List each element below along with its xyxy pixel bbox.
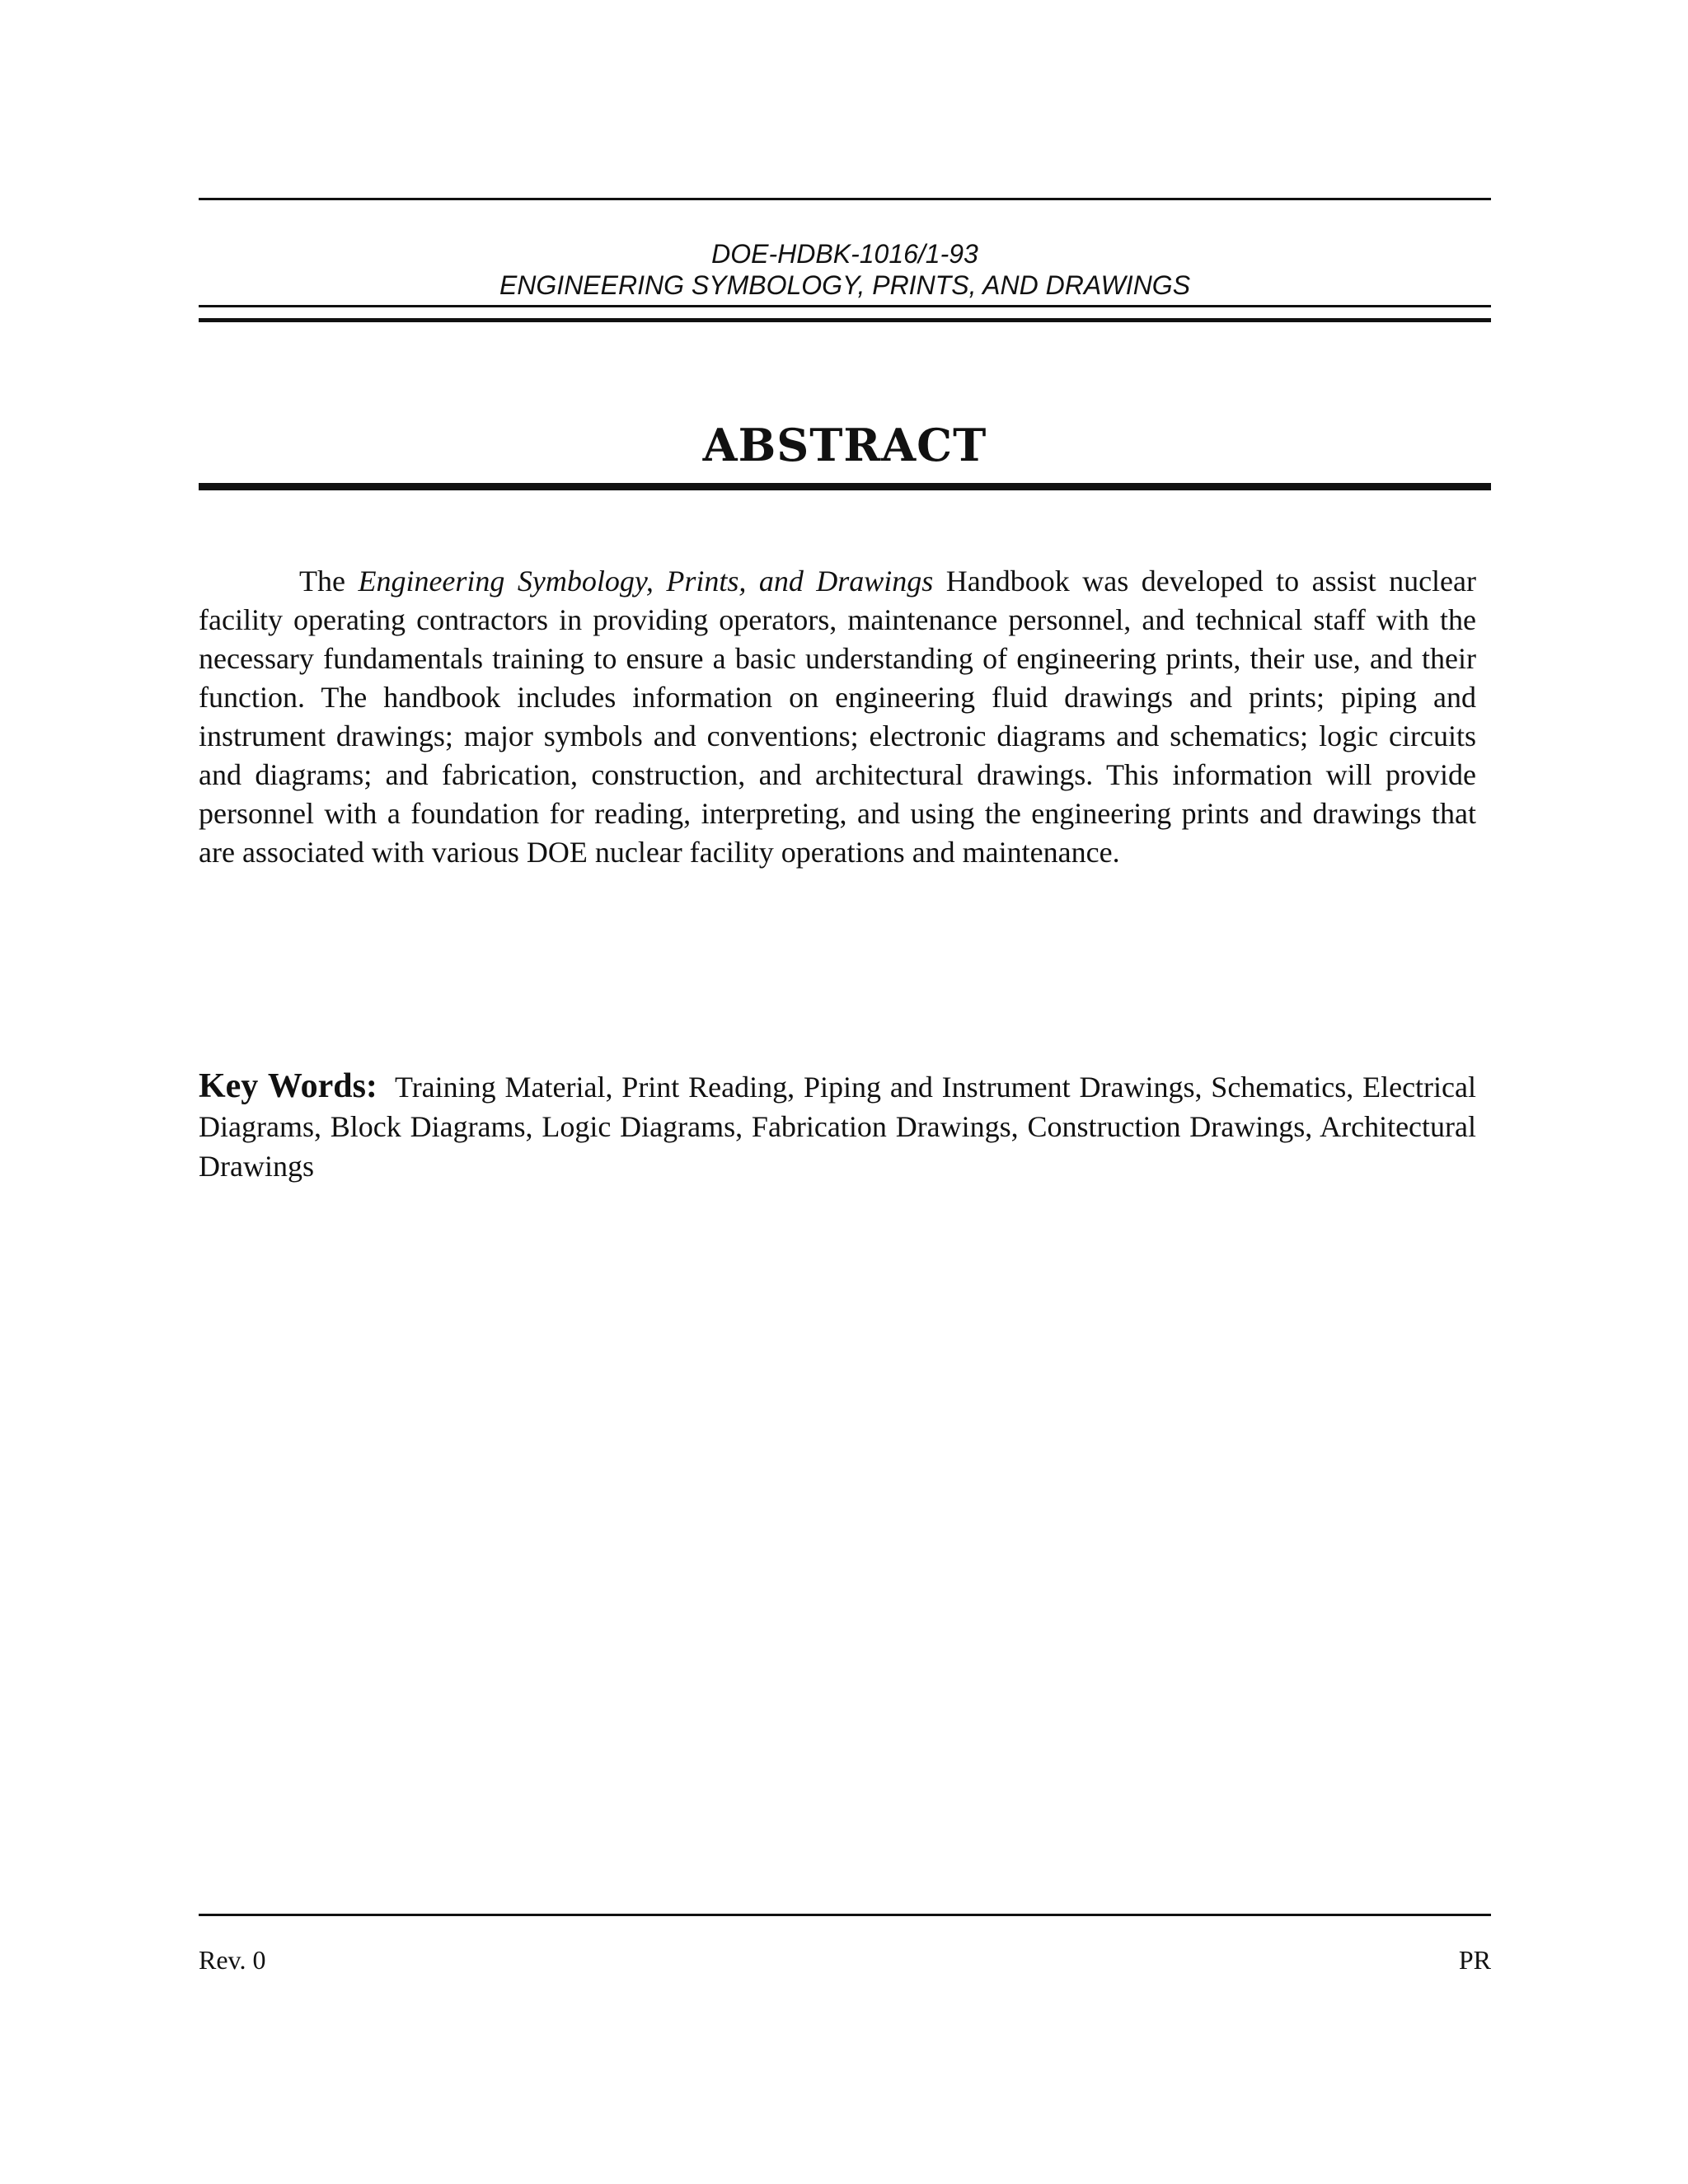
footer-revision: Rev. 0 [199,1945,266,1975]
handbook-title: Engineering Symbology, Prints, and Drawings [358,565,934,598]
top-rule [199,198,1491,200]
section-title-rule [199,483,1491,490]
abstract-paragraph [199,562,1476,872]
abstract-lead: The [299,565,359,598]
keywords-text: Training Material, Print Reading, Piping and Instrument Drawings, Schematics, Electrical Diagrams, Block Diagrams, Logic Diagrams, Fabrication Drawings, Construction Drawings, Architectural Drawings [199,1071,1476,1183]
header-rule-thin [199,305,1491,307]
keywords-paragraph [199,1066,1476,1186]
section-title: ABSTRACT [702,419,987,471]
abstract-text: Handbook was developed to assist nuclear facility operating contractors in providing operators, maintenance personnel, and technical staff with the necessary fundamentals training to ensure a basic understanding of engineering prints, their use, and their function. The handbook includes information on engineering fluid drawings and prints; piping and instrument drawings; major symbols and conventions; electronic diagrams and schematics; logic circuits and diagrams; and fabrication, construction, and architectural drawings. This information will provide personnel with a foundation for reading, interpreting, and using the engineering prints and drawings that are associated with various DOE nuclear facility operations and maintenance. [199,565,1477,869]
header-document-code: DOE-HDBK-1016/1-93 [711,239,978,269]
header-rule-thick [199,318,1491,322]
footer-rule [199,1914,1491,1916]
footer-page-label: PR [1458,1945,1491,1975]
header-document-title: ENGINEERING SYMBOLOGY, PRINTS, AND DRAWINGS [499,270,1191,300]
keywords-label: Key Words: [199,1067,377,1105]
